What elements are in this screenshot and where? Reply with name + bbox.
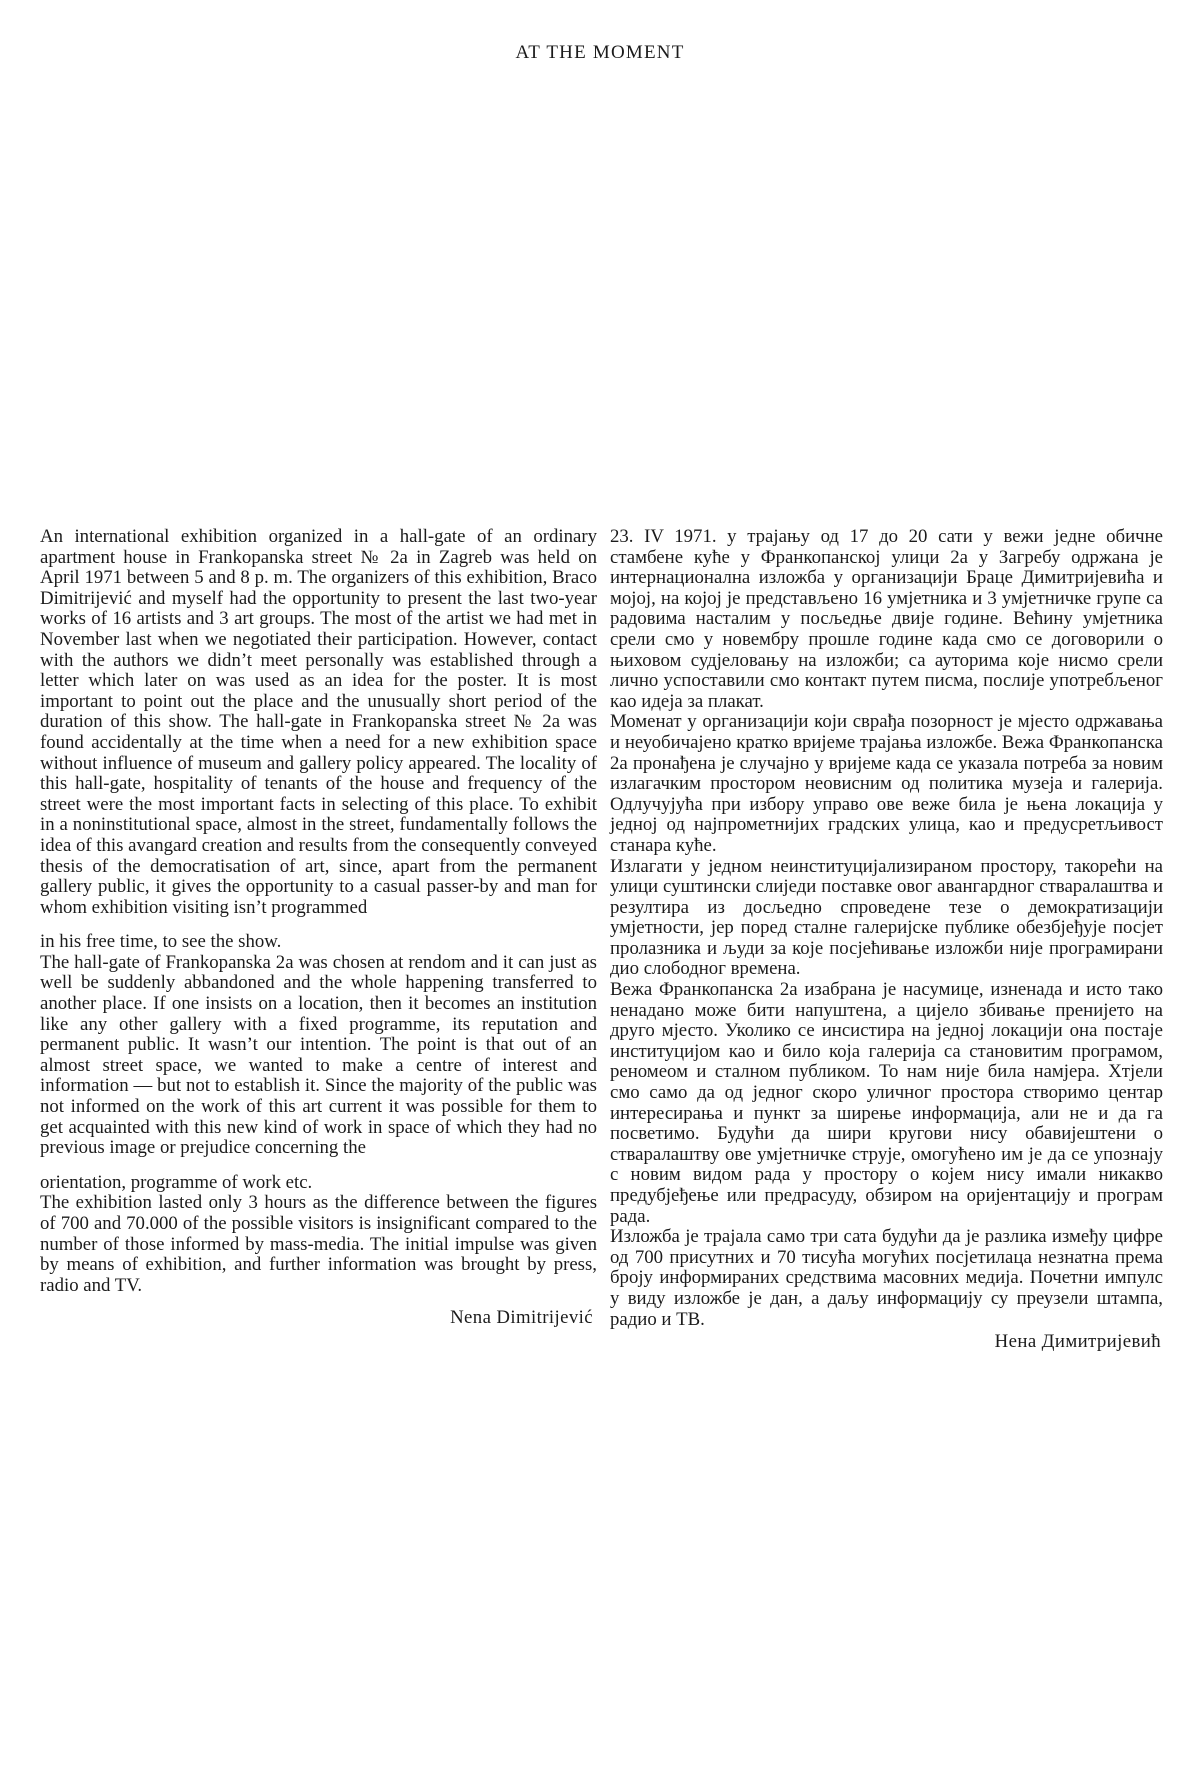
page-title: AT THE MOMENT: [515, 42, 685, 63]
english-paragraph-3: The hall-gate of Frankopanska 2a was chosen at rendom and it can just as well be suddenly abbandoned and the whole happening transferred to another place. If one insists on a location, then it becomes an institution like any other gallery with a fixed programme, its reputation and permanent public. It wasn’t our intention. The point is that out of an almost street space, we wanted to make a centre of interest and information — but not to establish it. Since the majority of the public was not informed on the work of this art current it was possible for them to get acquainted with this new kind of work in space of which they had no previous image or prejudice concerning the: [40, 951, 597, 1159]
english-paragraph-2: in his free time, to see the show.: [40, 931, 282, 953]
english-paragraph-4: orientation, programme of work etc.: [40, 1171, 313, 1193]
english-paragraph-5: The exhibition lasted only 3 hours as the difference between the figures of 700 and 70.000 of the possible visitors is insignificant compared to the number of those informed by mass-media. The initial impulse was given by means of exhibition, and further information was brought by press, radio and TV.: [40, 1192, 597, 1296]
serbian-signature: Нена Димитријевић: [994, 1331, 1161, 1353]
serbian-paragraph-2: Моменат у организацији који сврађа пoзорност је мјесто одржавања и неуобичајено кратко вријеме трајања изложбе. Вежа Франкопанска 2а пронађена је случајно у вријеме када се указала потреба за новим излагачким простором неовисним од политика музеја и галерија. Одлучујућа при избору управо ове веже била је њена локација у једној од најпрометнијих градских улица, као и предусретљивост станара куће.: [610, 711, 1163, 856]
english-paragraph-1: An international exhibition organized in a hall-gate of an ordinary apartment house in Frankopanska street № 2a in Zagreb was held on April 1971 between 5 and 8 p. m. The organizers of this exhibition, Braco Dimitrijević and myself had the opportunity to present the last two-year works of 16 artists and 3 art groups. The most of the artist we had met in November last when we negotiated their participation. However, contact with the authors we didn’t meet personally was established through a letter which later on was used as an idea for the poster. It is most important to point out the place and the unusually short period of the duration of this show. The hall-gate in Frankopanska street № 2a was found accidentally at the time when a need for a new exhibition space without influence of museum and gallery policy appeared. The locality of this hall-gate, hospitality of tenants of the house and frequency of the street were the most important facts in selecting of this place. To exhibit in a noninstitutional space, almost in the street, fundamentally follows the idea of this avangard creation and results from the consequently conveyed thesis of the democratisation of art, since, apart from the permanent gallery public, it gives the opportunity to a casual passer-by and man for whom exhibition visiting isn’t programmed: [40, 526, 597, 918]
serbian-paragraph-3: Излагати у једном неинституцијализираном простору, такорећи на улици суштински слиједи поставке овог авангардног стваралаштва и резултира из досљедно спроведене тезе о демократизацији умјетности, јер поред сталне галеријске публике обезбјеђује посјет пролазника и људи за које посјећивање изложби није програмирани дио слободног времена.: [610, 855, 1163, 980]
english-text-column: [40, 527, 597, 1329]
serbian-paragraph-5: Изложба је трајала само три сата будући да је разлика између цифре од 700 присутних и 70 тисућа могућих посјетилаца незнатна према броју информираних средствима масовних медија. Почетни импулс у виду изложбе је дан, а даљу информацију су преузели штампа, радио и ТВ.: [610, 1226, 1163, 1330]
english-signature: Nena Dimitrijević: [450, 1307, 593, 1329]
serbian-text-column: [610, 527, 1163, 1353]
serbian-paragraph-4: Вежа Франкопанска 2а изабрана је насумице, изненада и исто тако ненадано може бити напуштена, а цијело збивање пренијето на друго мјесто. Уколико се инсистира на једној локацији она постаје институцијом као и било која галерија са становитим програмом, реномеом и сталном публиком. То нам није била намјера. Хтјели смо само да од једног скоро уличног простора створимо центар интересирања и пункт за ширење информација, али не и да га посветимо. Будући да шири кругови нису обавијештени о стваралаштву ове умјетничке струје, омогућено им је да се упознају с новим видом рада у простору о којем нису имали никакво предубјеђење или предрасуду, обзиром на оријентацију и програм рада.: [610, 979, 1163, 1227]
serbian-paragraph-1: 23. IV 1971. у трајању од 17 до 20 сати у вежи једне обичне стамбене куће у Франкопанској улици 2а у Загребу одржана је интернационална изложба у организацији Брацe Димитријевића и мојој, на којој је представљено 16 умјетника и 3 умјетничке групе са радовима насталим у посљедње двије године. Већину умјетника срели смо у новембру прошле године када смо се договорили о њиховом судјеловању на изложби; са ауторима које нисмо срели лично успоставили смо контакт путем писма, послије употребљеног као идеја за плакат.: [610, 526, 1163, 712]
